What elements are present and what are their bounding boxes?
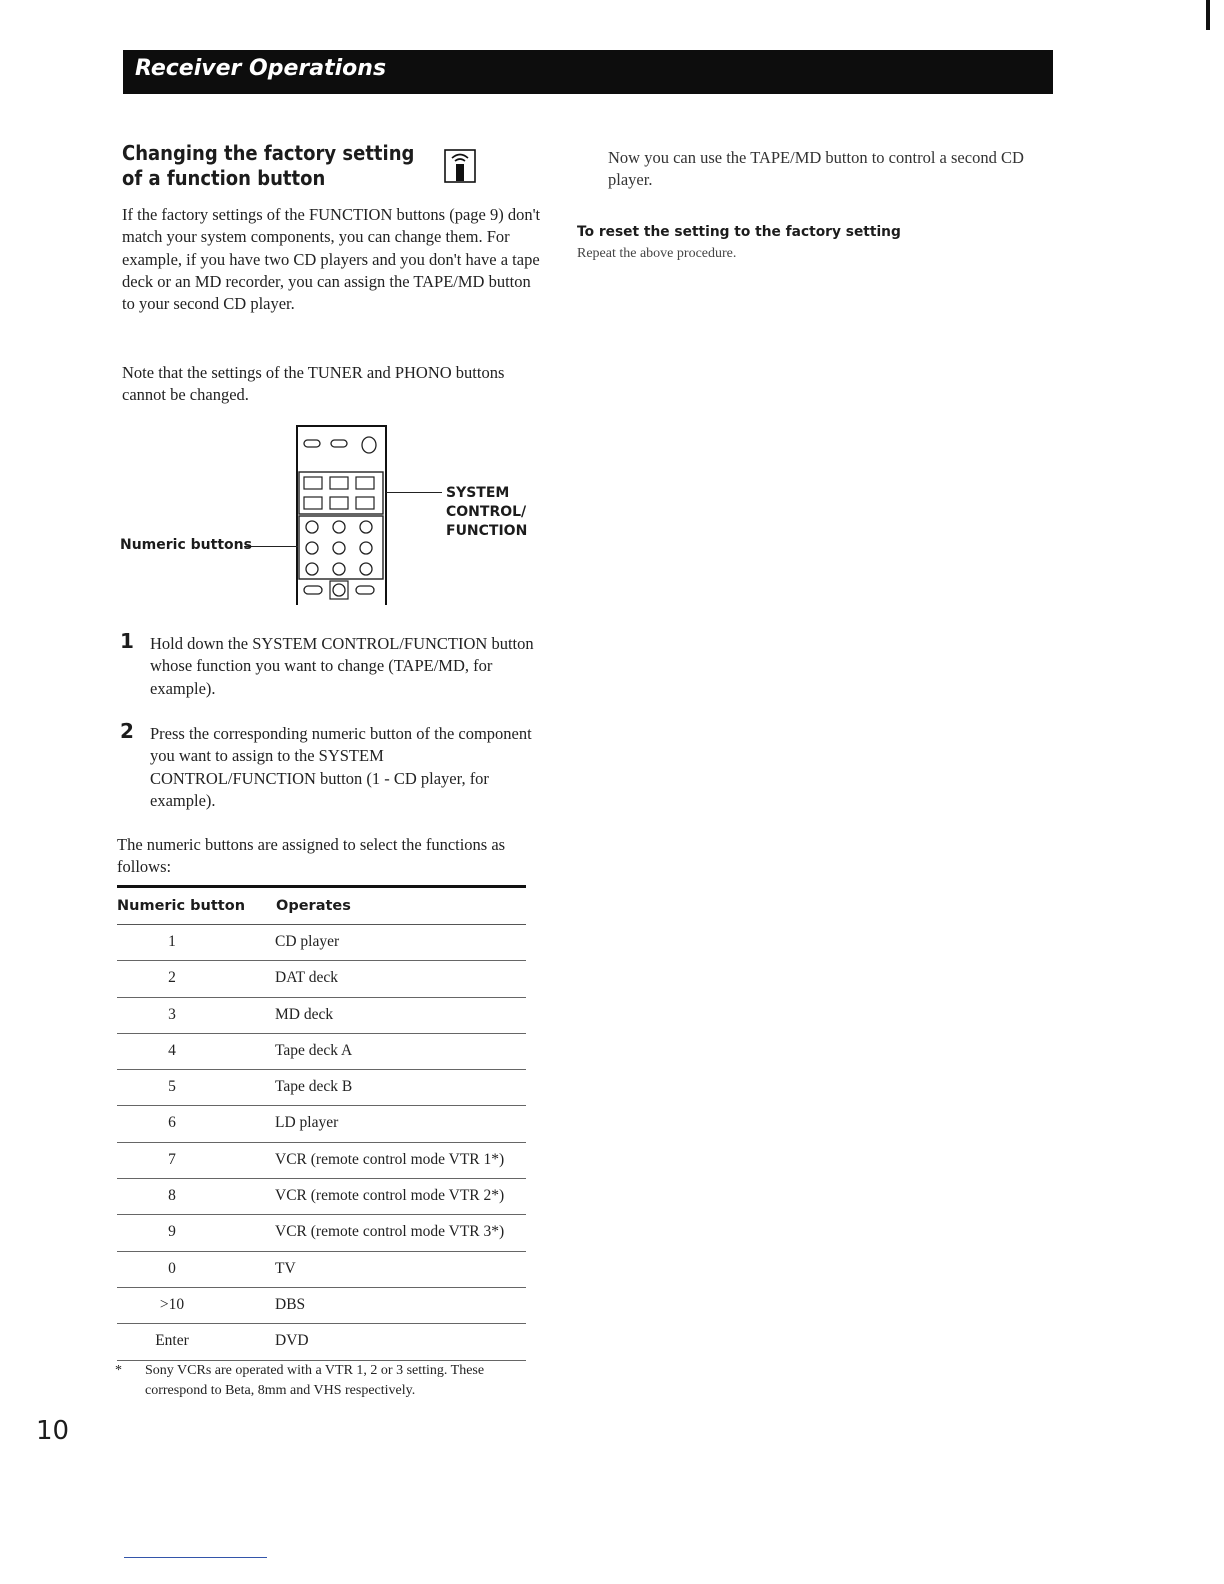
- numeric-button-cell: Enter: [155, 1332, 189, 1350]
- reset-text: Repeat the above procedure.: [577, 246, 737, 261]
- operates-cell: DBS: [275, 1295, 306, 1313]
- operates-cell: Tape deck A: [275, 1041, 353, 1059]
- numeric-button-cell: 6: [168, 1114, 176, 1132]
- table-row: [117, 1034, 526, 1070]
- page-edge-mark: [1206, 0, 1210, 30]
- system-control-function-label: [446, 484, 526, 541]
- operates-cell: VCR (remote control mode VTR 3*): [275, 1223, 505, 1241]
- section-title: Changing the factory setting of a function button: [122, 141, 415, 190]
- footnote-text: Sony VCRs are operated with a VTR 1, 2 or 3 setting. These correspond to Beta, 8mm and VHS respectively.: [145, 1363, 485, 1398]
- operates-cell: VCR (remote control mode VTR 1*): [275, 1150, 505, 1168]
- numeric-button-cell: 8: [168, 1187, 176, 1205]
- table-row: [117, 1215, 526, 1251]
- numeric-buttons-label: Numeric buttons: [120, 537, 252, 553]
- table-row: [117, 1070, 526, 1106]
- table-row: [117, 961, 526, 997]
- intro-paragraph: If the factory settings of the FUNCTION buttons (page 9) don't match your system components, you can change them. For example, if you have two CD players and you don't have a tape deck or an MD recorder, you can assign the TAPE/MD button to your second CD player.: [122, 205, 541, 314]
- note-paragraph: Note that the settings of the TUNER and PHONO buttons cannot be changed.: [122, 363, 505, 405]
- table-row: [117, 1324, 526, 1360]
- section-header-bar: [123, 50, 1053, 94]
- operates-cell: VCR (remote control mode VTR 2*): [275, 1187, 505, 1205]
- table-row: [117, 1288, 526, 1324]
- remote-control-illustration: [296, 423, 390, 605]
- numeric-button-cell: 3: [168, 1005, 176, 1023]
- system-leader-line: [386, 492, 442, 493]
- system-label-text: SYSTEM CONTROL/ FUNCTION: [446, 485, 528, 539]
- numeric-button-cell: 1: [168, 933, 176, 950]
- numeric-button-cell: 5: [168, 1078, 176, 1096]
- header-title: Receiver Operations: [135, 56, 387, 81]
- numeric-button-cell: 2: [168, 969, 176, 987]
- table-row: [117, 1252, 526, 1288]
- step-1-number: 1: [120, 629, 134, 653]
- operates-cell: MD deck: [275, 1005, 334, 1023]
- header-operates: Operates: [276, 898, 351, 914]
- operates-cell: LD player: [275, 1114, 339, 1132]
- table-row: [117, 998, 526, 1034]
- table-intro: The numeric buttons are assigned to select the functions as follows:: [117, 835, 506, 877]
- numeric-button-cell: >10: [159, 1295, 185, 1313]
- table-row: [117, 1143, 526, 1179]
- reset-heading: To reset the setting to the factory setting: [577, 224, 901, 240]
- operates-cell: TV: [275, 1259, 296, 1277]
- function-assignment-table: [117, 885, 526, 1361]
- numeric-leader-line: [244, 546, 298, 547]
- operates-cell: CD player: [275, 933, 340, 950]
- right-paragraph: Now you can use the TAPE/MD button to control a second CD player.: [608, 148, 1024, 190]
- operates-cell: Tape deck B: [275, 1078, 353, 1096]
- numeric-button-cell: 7: [168, 1150, 176, 1168]
- step-1-text: Hold down the SYSTEM CONTROL/FUNCTION button whose function you want to change (TAPE/MD, for example).: [150, 634, 534, 698]
- step-2-number: 2: [120, 719, 134, 743]
- table-header-row: [117, 888, 526, 925]
- page-number: 10: [36, 1416, 70, 1446]
- numeric-button-cell: 9: [168, 1223, 176, 1241]
- numeric-button-cell: 0: [168, 1259, 176, 1277]
- info-icon: [443, 148, 477, 184]
- numeric-button-cell: 4: [168, 1041, 176, 1059]
- step-2-text: Press the corresponding numeric button of the component you want to assign to the SYSTEM CONTROL/FUNCTION button (1 - CD player, for example).: [150, 724, 532, 810]
- operates-cell: DVD: [275, 1332, 309, 1350]
- bottom-rule: [124, 1557, 267, 1558]
- table-row: [117, 925, 526, 961]
- operates-cell: DAT deck: [275, 969, 338, 987]
- footnote-marker: *: [115, 1363, 122, 1378]
- table-row: [117, 1106, 526, 1142]
- table-row: [117, 1179, 526, 1215]
- header-numeric-button: Numeric button: [117, 898, 246, 914]
